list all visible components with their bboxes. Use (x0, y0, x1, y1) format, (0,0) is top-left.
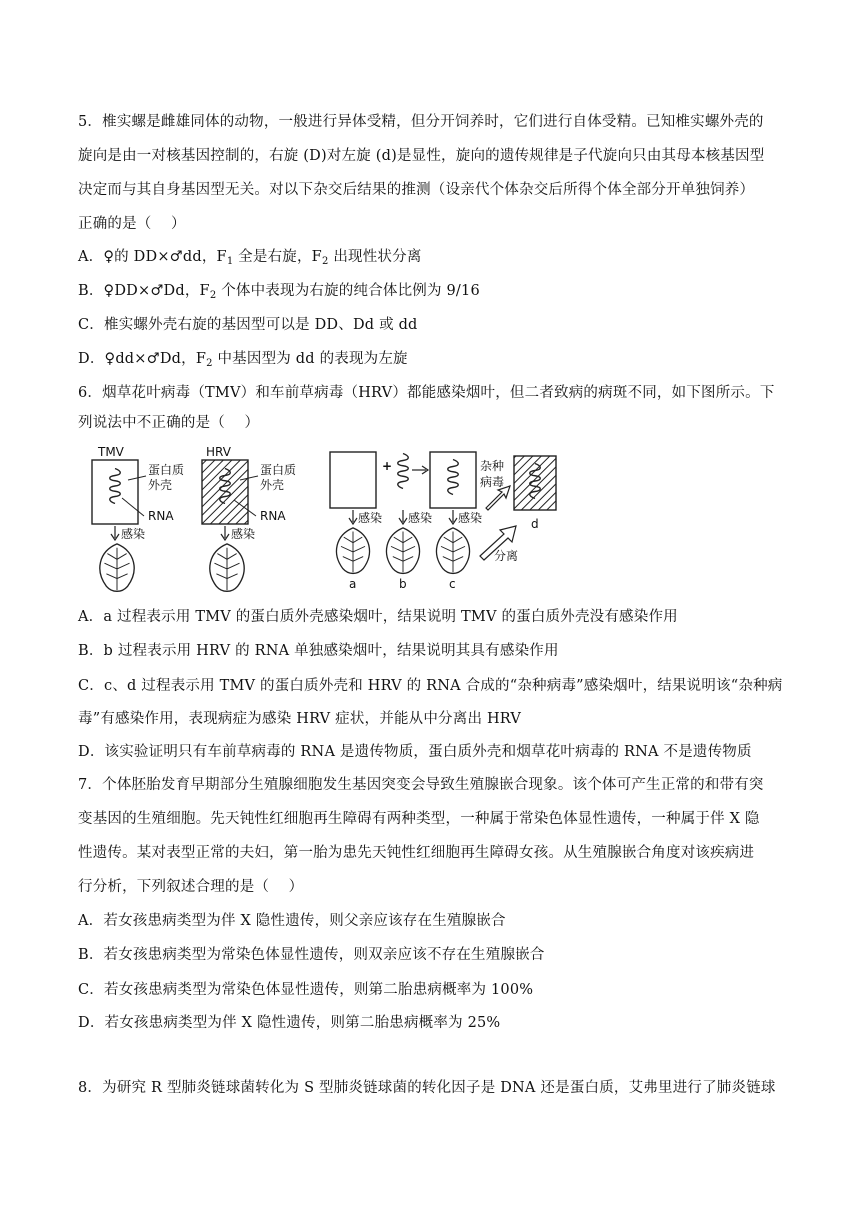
q5-stem-line-1: 5．椎实螺是雌雄同体的动物，一般进行异体受精，但分开饲养时，它们进行自体受精。已知椎实螺外壳的 (78, 114, 764, 130)
leaf-a (337, 528, 370, 574)
q6-option-d: D．该实验证明只有车前草病毒的 RNA 是遗传物质，蛋白质外壳和烟草花叶病毒的 RNA 不是遗传物质 (78, 744, 752, 760)
hrv-leaf (210, 544, 244, 591)
q6-stem-line-2: 列说法中不正确的是（ ） (78, 415, 260, 431)
hybrid-virus-box (430, 452, 476, 508)
q7-stem-line-3: 性遗传。某对表型正常的夫妇，第一胎为患先天钝性红细胞再生障碍女孩。从生殖腺嵌合角度对该疾病进 (78, 845, 755, 861)
hrv-shell-label-1: 蛋白质 (260, 463, 297, 477)
q5-stem-line-4: 正确的是（ ） (78, 216, 186, 232)
q6-option-b: B．b 过程表示用 HRV 的 RNA 单独感染烟叶，结果说明其具有感染作用 (78, 643, 559, 659)
tmv-label: TMV (98, 446, 124, 459)
hrv-rna-only (398, 454, 409, 489)
q5-option-c: C．椎实螺外壳右旋的基因型可以是 DD、Dd 或 dd (78, 317, 418, 333)
q7-stem-line-2: 变基因的生殖细胞。先天钝性红细胞再生障碍有两种类型，一种属于常染色体显性遗传，一种属于伴 X 隐 (78, 811, 760, 827)
q6-stem-line-1: 6．烟草花叶病毒（TMV）和车前草病毒（HRV）都能感染烟叶，但二者致病的病斑不同，如下图所示。下 (78, 385, 775, 401)
q6-option-a: A．a 过程表示用 TMV 的蛋白质外壳感染烟叶，结果说明 TMV 的蛋白质外壳没有感染作用 (78, 609, 678, 625)
q7-stem-line-1: 7．个体胚胎发育早期部分生殖腺细胞发生基因突变会导致生殖腺嵌合现象。该个体可产生正常的和带有突 (78, 777, 764, 793)
q7-option-d: D．若女孩患病类型为伴 X 隐性遗传，则第二胎患病概率为 25% (78, 1015, 501, 1031)
tmv-leaf (100, 544, 134, 591)
hrv-rna-label: RNA (260, 509, 286, 523)
tmv-infect-label: 感染 (121, 527, 146, 541)
leaf-b (387, 528, 420, 574)
separation-label: 分离 (494, 549, 519, 563)
tmv-shell-label-2: 外壳 (148, 478, 173, 492)
hrv-label: HRV (206, 446, 231, 459)
q7-option-a: A．若女孩患病类型为伴 X 隐性遗传，则父亲应该存在生殖腺嵌合 (78, 913, 506, 929)
q7-stem-line-4: 行分析，下列叙述合理的是（ ） (78, 879, 304, 895)
plus-sign: + (382, 459, 393, 473)
a-infect-label: 感染 (358, 511, 383, 525)
tmv-shell-only (330, 452, 376, 508)
hrv-shell-label-2: 外壳 (260, 478, 285, 492)
label-a: a (349, 577, 357, 591)
q5-option-a: A．♀的 DD×♂dd，$F_1$ 全是右旋，$F_2$ 出现性状分离 (78, 249, 422, 267)
virus-infection-figure (84, 446, 584, 596)
top-arrow (486, 486, 510, 510)
q5-stem-line-2: 旋向是由一对核基因控制的，右旋 (D)对左旋 (d)是显性，旋向的遗传规律是子代旋向只由其母本核基因型 (78, 148, 765, 164)
q7-option-c: C．若女孩患病类型为常染色体显性遗传，则第二胎患病概率为 100% (78, 982, 534, 998)
tmv-protein-shell (92, 460, 138, 524)
hybrid-label-2: 病毒 (480, 475, 505, 489)
q5-stem-line-3: 决定而与其自身基因型无关。对以下杂交后结果的推测（设亲代个体杂交后所得个体全部分开单独饲养） (78, 182, 755, 198)
q6-option-c-line-2: 毒”有感染作用，表现病症为感染 HRV 症状，并能从中分离出 HRV (78, 711, 522, 727)
hrv-protein-shell (202, 460, 248, 524)
q7-option-b: B．若女孩患病类型为常染色体显性遗传，则双亲应该不存在生殖腺嵌合 (78, 947, 545, 963)
hrv-infect-label: 感染 (231, 527, 256, 541)
label-d: d (531, 517, 539, 531)
tmv-shell-label-1: 蛋白质 (148, 463, 185, 477)
q8-stem-line-1: 8．为研究 R 型肺炎链球菌转化为 S 型肺炎链球菌的转化因子是 DNA 还是蛋白质，艾弗里进行了肺炎链球 (78, 1080, 776, 1096)
q5-option-b: B．♀DD×♂Dd，$F_2$ 个体中表现为右旋的纯合体比例为 9/16 (78, 283, 480, 301)
leaf-c (437, 528, 470, 574)
q5-option-d: D．♀dd×♂Dd，$F_2$ 中基因型为 dd 的表现为左旋 (78, 351, 408, 369)
tmv-rna-label: RNA (148, 509, 174, 523)
c-infect-label: 感染 (458, 511, 483, 525)
hybrid-label-1: 杂种 (480, 459, 505, 473)
b-infect-label: 感染 (408, 511, 433, 525)
label-b: b (399, 577, 407, 591)
label-c: c (449, 577, 456, 591)
q6-option-c-line-1: C．c、d 过程表示用 TMV 的蛋白质外壳和 HRV 的 RNA 合成的“杂种病毒”感染烟叶，结果说明该“杂种病 (78, 678, 783, 694)
